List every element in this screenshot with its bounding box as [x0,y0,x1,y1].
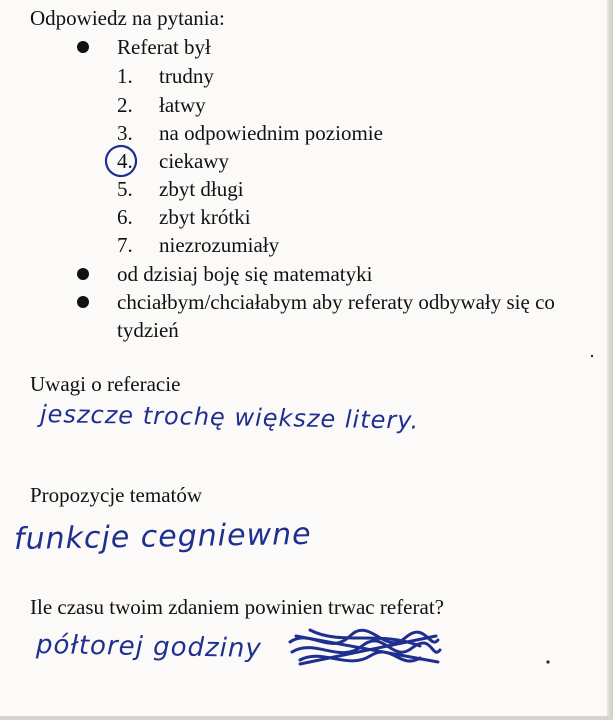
scribble-mark [290,630,440,664]
option-number: 2. [117,93,133,117]
statement-weekly-line1: chciałbym/chciałabym aby referaty odbywały się co [117,290,555,314]
question-referat-label: Referat był [117,35,211,59]
option-text: łatwy [159,93,206,117]
option-text: trudny [159,64,214,88]
option-number: 1. [117,64,133,88]
option-text: na odpowiednim poziomie [159,121,383,145]
option-number: 6. [117,205,133,229]
topics-handwriting: funkcje cegniewne [13,516,312,557]
duration-handwriting: półtorej godziny [35,630,263,664]
option-number-selected: 4. [117,149,133,173]
option-number: 3. [117,121,133,145]
option-text: zbyt długi [159,177,244,201]
duration-label: Ile czasu twoim zdaniem powinien trwac referat? [30,595,444,619]
option-text: ciekawy [159,149,229,173]
remarks-handwriting: jeszcze trochę większe litery. [39,400,420,435]
option-text: niezrozumiały [159,233,280,257]
option-text: zbyt krótki [159,205,251,229]
paper-edge-right [607,0,613,720]
topics-label: Propozycje tematów [30,483,203,507]
ink-dot-mark [546,660,549,663]
option-number: 7. [117,233,133,257]
paper-edge-bottom [0,716,613,720]
selection-circle-mark [103,143,139,179]
ink-dot-mark [591,355,593,357]
statement-fear: od dzisiaj boję się matematyki [117,262,373,286]
remarks-label: Uwagi o referacie [30,372,181,396]
option-number: 5. [117,177,133,201]
statement-weekly-line2: tydzień [117,318,179,342]
form-heading: Odpowiedz na pytania: [30,6,225,30]
